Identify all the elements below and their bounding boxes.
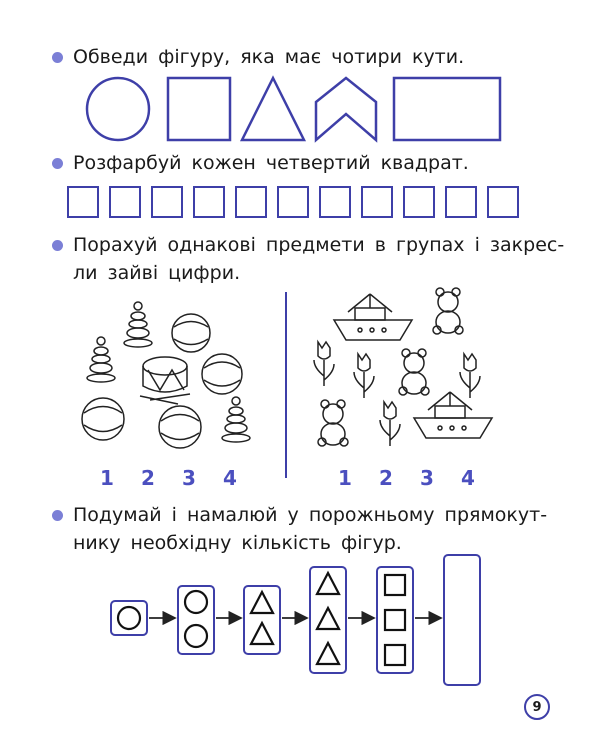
count-number-left-3[interactable]: 3: [182, 466, 196, 490]
task4-text-line1: Подумай і намалюй у порожньому прямокут-: [73, 504, 548, 526]
square-5: [236, 187, 266, 217]
ball-icon: [202, 354, 242, 394]
drum-icon: [140, 357, 190, 404]
ball-icon: [159, 406, 201, 448]
task2-text: Розфарбуй кожен четвертий квадрат.: [73, 152, 469, 174]
count-number-right-4[interactable]: 4: [461, 466, 475, 490]
square-6: [278, 187, 308, 217]
square-9: [404, 187, 434, 217]
ball-icon: [172, 314, 210, 352]
pyramid-toy-icon: [222, 397, 250, 442]
pyramid-toy-icon: [87, 337, 115, 382]
count-number-left-1[interactable]: 1: [100, 466, 114, 490]
tulip-icon: [354, 354, 374, 398]
count-number-left-4[interactable]: 4: [223, 466, 237, 490]
task3-text-line2: ли зайві цифри.: [73, 262, 241, 284]
sequence-box-4: [310, 567, 346, 673]
tulip-icon: [380, 402, 400, 446]
sequence-box-3: [244, 586, 280, 654]
square-shape: [168, 78, 230, 140]
tulip-icon: [314, 342, 334, 386]
boat-icon: [414, 392, 492, 438]
square-8: [362, 187, 392, 217]
teddy-bear-icon: [399, 349, 429, 395]
teddy-bear-icon: [433, 288, 463, 334]
teddy-bear-icon: [318, 400, 348, 446]
square-2: [110, 187, 140, 217]
task4-text-line2: нику необхідну кількість фігур.: [73, 532, 402, 554]
bullet: [52, 158, 63, 169]
empty-answer-box: [444, 555, 480, 685]
sequence-box-1: [111, 601, 147, 635]
count-number-left-2[interactable]: 2: [141, 466, 155, 490]
circle-shape: [87, 78, 149, 140]
square-4: [194, 187, 224, 217]
task3-text-line1: Порахуй однакові предмети в групах і закрес-: [73, 234, 565, 256]
triangle-shape: [242, 78, 304, 140]
task1-text: Обведи фігуру, яка має чотири кути.: [73, 46, 465, 68]
tulip-icon: [460, 354, 480, 398]
sequence-box-5: [377, 567, 413, 673]
sequence-box-2: [178, 586, 214, 654]
square-11: [488, 187, 518, 217]
square-3: [152, 187, 182, 217]
chevron-shape: [316, 78, 376, 140]
rectangle-shape: [394, 78, 500, 140]
count-number-right-3[interactable]: 3: [420, 466, 434, 490]
square-1: [68, 187, 98, 217]
count-number-right-2[interactable]: 2: [379, 466, 393, 490]
square-7: [320, 187, 350, 217]
bullet: [52, 52, 63, 63]
bullet: [52, 510, 63, 521]
boat-icon: [334, 294, 412, 340]
ball-icon: [82, 398, 124, 440]
count-number-right-1[interactable]: 1: [338, 466, 352, 490]
page-number: 9: [524, 694, 550, 720]
square-10: [446, 187, 476, 217]
pyramid-toy-icon: [124, 302, 152, 347]
bullet: [52, 240, 63, 251]
